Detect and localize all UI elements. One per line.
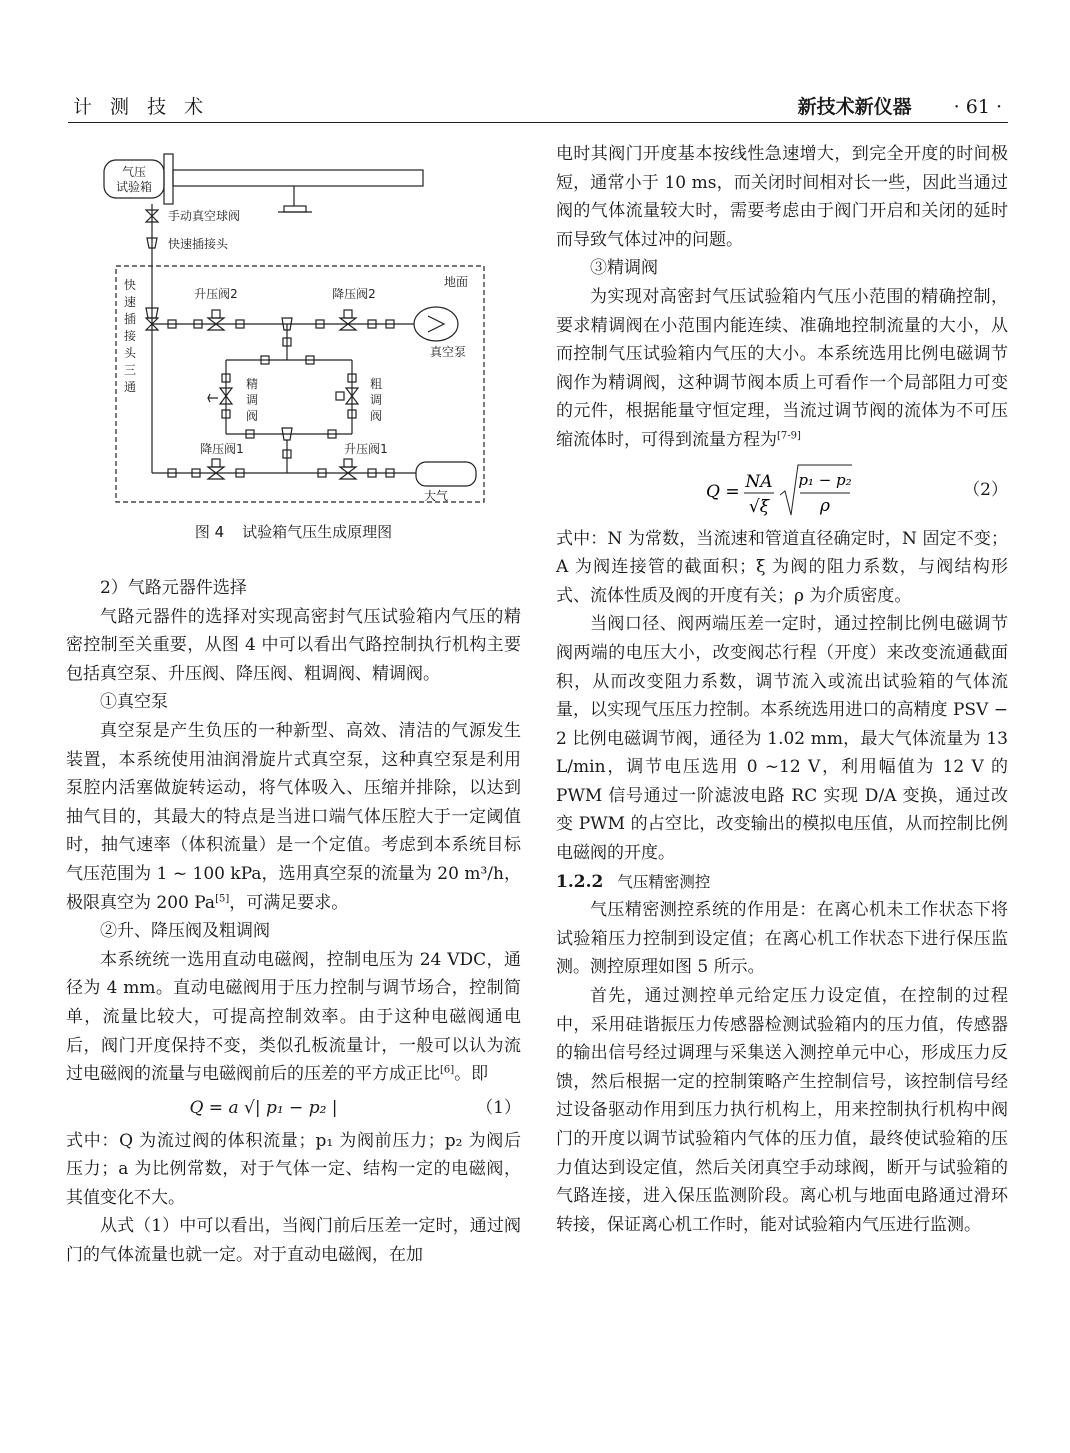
eq2-frac-den: √ξ <box>748 496 770 517</box>
equation-1 <box>66 1089 521 1127</box>
svg-text:阀: 阀 <box>369 409 383 423</box>
tee-top <box>282 318 292 360</box>
label-coarse <box>370 376 382 423</box>
ref-7-9: [7-9] <box>777 430 801 442</box>
right-paragraph-eq2-def: 式中：N 为常数，当流速和管道直径确定时，N 固定不变；A 为阀连接管的截面积；ξ 为阀的阻力系数，与阀结构形式、流体性质及阀的开度有关；ρ 为介质密度。 <box>556 528 1008 606</box>
eq2-frac-num: NA <box>745 471 773 492</box>
tee-bottom <box>282 428 292 473</box>
figure-caption-text: 试验箱气压生成原理图 <box>242 523 393 541</box>
right-paragraph-control: 首先，通过测控单元给定压力设定值，在控制的过程中，采用硅谐振压力传感器检测试验箱内的压力值，传感器的输出信号经过调理与采集送入测控单元中心，形成压力反馈，然后根据一定的控制策略产生控制信号，该控制信号经过设备驱动作用到压力执行机构上，用来控制执行机构中阀门的开度以调节试验箱内气体的压力值，最终使试验箱的压力值达到设定值，然后关闭真空手动球阀，断开与试验箱的气路连接，进入保压监测阶段。离心机与地面电路通过滑环转接，保证离心机工作时，能对试验箱内气压进行监测。 <box>556 986 1008 1235</box>
equation-1-body: Q = a √| p₁ − p₂ | <box>189 1097 338 1118</box>
svg-text:插: 插 <box>123 312 137 326</box>
svg-text:接: 接 <box>123 329 137 343</box>
ref-6: [6] <box>440 1064 455 1076</box>
svg-text:快: 快 <box>123 278 137 292</box>
svg-text:精: 精 <box>245 377 259 391</box>
equation-1-number: （1） <box>476 1097 521 1118</box>
vacuum-tail: ，可满足要求。 <box>229 892 349 913</box>
left-column <box>66 574 521 1270</box>
fine-text: 为实现对高密封气压试验箱内气压小范围的精确控制，要求精调阀在小范围内能连续、准确地控制流量的大小，从而控制气压试验箱内气压的大小。本系统选用比例电磁调节阀作为精调阀，这种调节阀本质上可看作一个局部阻力可变的元件，根据能量守恒定理，当流过调节阀的流体为不可压缩流体时，可得到流量方程为 <box>556 286 1008 450</box>
fine-valve-icon <box>208 374 232 418</box>
eq2-lhs: Q = <box>706 481 740 502</box>
eq2-rad-den: ρ <box>820 495 830 516</box>
label-box-1: 气压 <box>121 165 147 179</box>
valves-text: 本系统统一选用直动电磁阀，控制电压为 24 VDC，通径为 4 mm。直动电磁阀用于压力控制与调节场合，控制简单，流量比较大，可提高控制效率。由于这种电磁阀通电后，阀门开度保持不变，类似孔板流量计，一般可以认为流过电磁阀的流量与电磁阀前后的压差的平方成正比 <box>66 949 521 1085</box>
raise-valve-1-icon <box>318 459 394 479</box>
page-number: · 61 · <box>953 96 1002 118</box>
equation-2 <box>556 455 1008 525</box>
right-subheading-fine: ③精调阀 <box>590 258 658 279</box>
label-lower2: 降压阀2 <box>332 287 376 301</box>
centrifuge-arm <box>173 170 423 186</box>
label-raise2: 升压阀2 <box>194 287 238 301</box>
lower-valve-1-icon <box>168 459 244 479</box>
figure-caption-number: 图 4 <box>194 523 225 541</box>
section-title <box>798 92 1002 119</box>
label-ground: 地面 <box>443 275 469 289</box>
left-paragraph-1: 气路元器件的选择对实现高密封气压试验箱内气压的精密控制至关重要，从图 4 中可以看出气路控制执行机构主要包括真空泵、升压阀、降压阀、粗调阀、精调阀。 <box>66 606 521 684</box>
valves-tail: 。即 <box>454 1064 489 1085</box>
figure-caption <box>66 521 521 542</box>
right-paragraph-fine <box>556 283 1008 455</box>
equation-2-number: （2） <box>963 479 1008 500</box>
atmosphere-tank-icon <box>416 462 476 486</box>
left-subheading-2: 2）气路元器件选择 <box>100 578 247 598</box>
svg-text:调: 调 <box>245 393 259 407</box>
label-raise1: 升压阀1 <box>344 442 388 456</box>
right-paragraph-1: 电时其阀门开度基本按线性急速增大，到完全开度的时间极短，通常小于 10 ms，而关闭时间相对长一些，因此当通过阀的气体流量较大时，需要考虑由于阀门开启和关闭的延时而导致气体过冲的问题。 <box>556 144 1008 250</box>
label-quick-connector: 快速插接头 <box>168 237 229 251</box>
left-paragraph-eq1-def: 式中：Q 为流过阀的体积流量；p₁ 为阀前压力；p₂ 为阀后压力；a 为比例常数，对于气体一定、结构一定的电磁阀，其值变化不大。 <box>66 1130 521 1208</box>
svg-text:速: 速 <box>123 295 137 309</box>
right-paragraph-psv: 当阀口径、阀两端压差一定时，通过控制比例电磁调节阀两端的电压大小，改变阀芯行程（开度）来改变流通截面积，从而改变阻力系数，调节流入或流出试验箱的气体流量，以实现气压压力控制。本系统选用进口的高精度 PSV − 2 比例电磁调节阀，通径为 1.02 mm，最大气体流量为 13 L/min，调节电压选用 0 ~12 V，利用幅值为 12 V 的 PWM 信号通过一阶滤波电路 RC 实现 D/A 变换，通过改变 PWM 的占空比，改变输出的模拟电压值，从而控制比例电磁阀的开度。 <box>556 614 1008 864</box>
left-paragraph-valves <box>66 946 521 1089</box>
vacuum-pump-icon <box>414 307 458 341</box>
svg-text:三: 三 <box>123 363 137 377</box>
section-heading-1-2-2 <box>556 868 1008 897</box>
label-atmos: 大气 <box>423 489 449 503</box>
left-subheading-vacuum: ①真空泵 <box>100 692 168 713</box>
left-subheading-valves: ②升、降压阀及粗调阀 <box>100 921 270 942</box>
heading-number: 1.2.2 <box>556 871 604 892</box>
svg-text:头: 头 <box>123 346 137 360</box>
right-column <box>556 140 1008 1239</box>
journal-name: 计 测 技 术 <box>73 96 210 118</box>
eq2-rad-num: p₁ − p₂ <box>798 470 852 489</box>
svg-text:通: 通 <box>123 380 137 394</box>
equation-2-body <box>556 455 936 525</box>
header-rule <box>68 122 1008 123</box>
figure-4-diagram <box>96 148 496 510</box>
label-fine <box>246 376 258 423</box>
section-name: 新技术新仪器 <box>797 96 912 118</box>
label-box-2: 试验箱 <box>115 180 153 194</box>
svg-text:粗: 粗 <box>369 377 383 391</box>
heading-text: 气压精密测控 <box>617 872 711 891</box>
label-manual-valve: 手动真空球阀 <box>168 209 241 223</box>
onboard-boundary <box>116 266 484 502</box>
svg-text:阀: 阀 <box>245 409 259 423</box>
label-lower1: 降压阀1 <box>200 442 244 456</box>
left-paragraph-vacuum <box>66 717 521 917</box>
label-three-way <box>124 277 137 394</box>
right-paragraph-measure: 气压精密测控系统的作用是：在离心机未工作状态下将试验箱压力控制到设定值；在离心机工作状态下进行保压监测。测控原理如图 5 所示。 <box>556 900 1008 978</box>
lower-valve-2-icon <box>316 310 394 330</box>
svg-text:调: 调 <box>369 393 383 407</box>
ref-5: [5] <box>215 892 230 904</box>
label-pump: 真空泵 <box>429 345 467 359</box>
vacuum-text: 真空泵是产生负压的一种新型、高效、清洁的气源发生装置，本系统使用油润滑旋片式真空泵，这种真空泵是利用泵腔内活塞做旋转运动，将气体吸入、压缩并排除，以达到抽气目的，其最大的特点是当进口端气体压腔大于一定阈值时，抽气速率（体积流量）是一个定值。考虑到本系统目标气压范围为 1 ~ 100 kPa，选用真空泵的流量为 20 m³/h，极限真空为 200 Pa <box>66 720 521 913</box>
coarse-valve-icon <box>336 374 358 418</box>
raise-valve-2-icon <box>168 310 244 330</box>
left-paragraph-last: 从式（1）中可以看出，当阀门前后压差一定时，通过阀门的气体流量也就一定。对于直动电磁阀，在加 <box>66 1216 521 1266</box>
flange-shape <box>164 154 173 204</box>
